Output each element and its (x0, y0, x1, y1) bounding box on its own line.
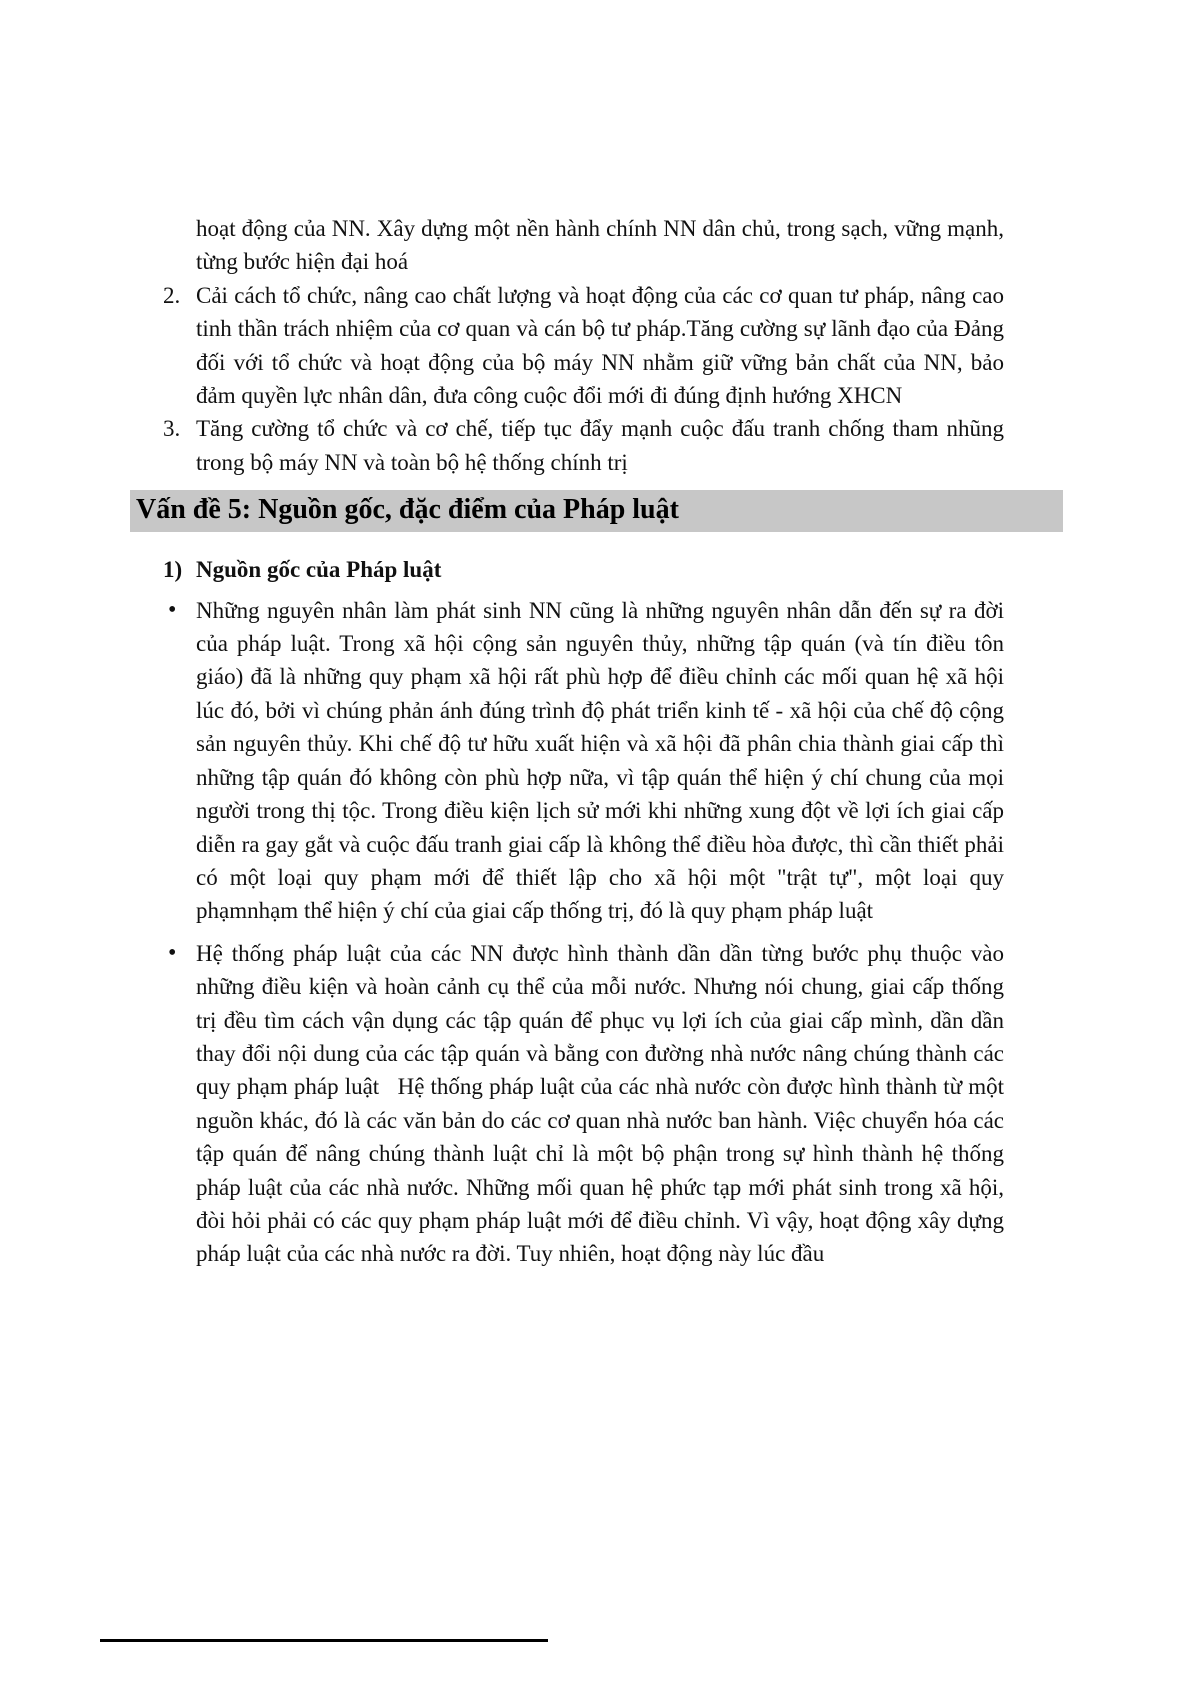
bullet-item (130, 594, 1004, 928)
subsection-number: 1) (163, 557, 183, 583)
list-number (130, 212, 196, 279)
section-heading: Vấn đề 5: Nguồn gốc, đặc điểm của Pháp luật (130, 490, 1063, 532)
subsection-title: Nguồn gốc của Pháp luật (196, 557, 442, 583)
bullet-icon: • (168, 596, 177, 623)
subsection-heading (130, 553, 1004, 586)
numbered-list-item (130, 279, 1004, 413)
bullet-text: Những nguyên nhân làm phát sinh NN cũng là những nguyên nhân dẫn đến sự ra đời của pháp luật. Trong xã hội cộng sản nguyên thủy, những tập quán (và tín điều tôn giáo) đã là những quy phạm xã hội rất phù hợp để điều chỉnh các mối quan hệ xã hội lúc đó, bởi vì chúng phản ánh đúng trình độ phát triển kinh tế - xã hội của chế độ cộng sản nguyên thủy. Khi chế độ tư hữu xuất hiện và xã hội đã phân chia thành giai cấp thì những tập quán đó không còn phù hợp nữa, vì tập quán thể hiện ý chí chung của mọi người trong thị tộc. Trong điều kiện lịch sử mới khi những xung đột về lợi ích giai cấp diễn ra gay gắt và cuộc đấu tranh giai cấp là không thể điều hòa được, thì cần thiết phải có một loại quy phạm mới để thiết lập cho xã hội một "trật tự", một loại quy phạmnhạm thể hiện ý chí của giai cấp thống trị, đó là quy phạm pháp luật (196, 597, 1004, 924)
list-number: 3. (163, 416, 181, 442)
list-item-text: Cải cách tổ chức, nâng cao chất lượng và hoạt động của các cơ quan tư pháp, nâng cao tinh thần trách nhiệm của cơ quan và cán bộ tư pháp.Tăng cường sự lãnh đạo của Đảng đối với tổ chức và hoạt động của bộ máy NN nhằm giữ vững bản chất của NN, bảo đảm quyền lực nhân dân, đưa công cuộc đổi mới đi đúng định hướng XHCN (196, 282, 1004, 409)
footer-rule (100, 1639, 548, 1642)
list-number: 2. (163, 282, 181, 308)
bullet-item (130, 937, 1004, 1271)
list-item-text: Tăng cường tổ chức và cơ chế, tiếp tục đẩy mạnh cuộc đấu tranh chống tham nhũng trong bộ máy NN và toàn bộ hệ thống chính trị (196, 416, 1004, 475)
bullet-text: Hệ thống pháp luật của các NN được hình thành dần dần từng bước phụ thuộc vào những điều kiện và hoàn cảnh cụ thể của mỗi nước. Nhưng nói chung, giai cấp thống trị đều tìm cách vận dụng các tập quán để phục vụ lợi ích của giai cấp mình, dần dần thay đổi nội dung của các tập quán và bằng con đường nhà nước nâng chúng thành các quy phạm pháp luật Hệ thống pháp luật của các nhà nước còn được hình thành từ một nguồn khác, đó là các văn bản do các cơ quan nhà nước ban hành. Việc chuyển hóa các tập quán để nâng chúng thành luật chỉ là một bộ phận trong sự hình thành hệ thống pháp luật của các nhà nước. Những mối quan hệ phức tạp mới phát sinh trong xã hội, đòi hỏi phải có các quy phạm pháp luật mới để điều chỉnh. Vì vậy, hoạt động xây dựng pháp luật của các nhà nước ra đời. Tuy nhiên, hoạt động này lúc đầu (196, 940, 1004, 1267)
numbered-list-item (130, 212, 1004, 279)
document-content (130, 212, 1063, 1280)
list-item-text: hoạt động của NN. Xây dựng một nền hành chính NN dân chủ, trong sạch, vững mạnh, từng bước hiện đại hoá (196, 216, 1004, 275)
bullet-icon: • (168, 939, 177, 966)
numbered-list-item (130, 412, 1004, 479)
